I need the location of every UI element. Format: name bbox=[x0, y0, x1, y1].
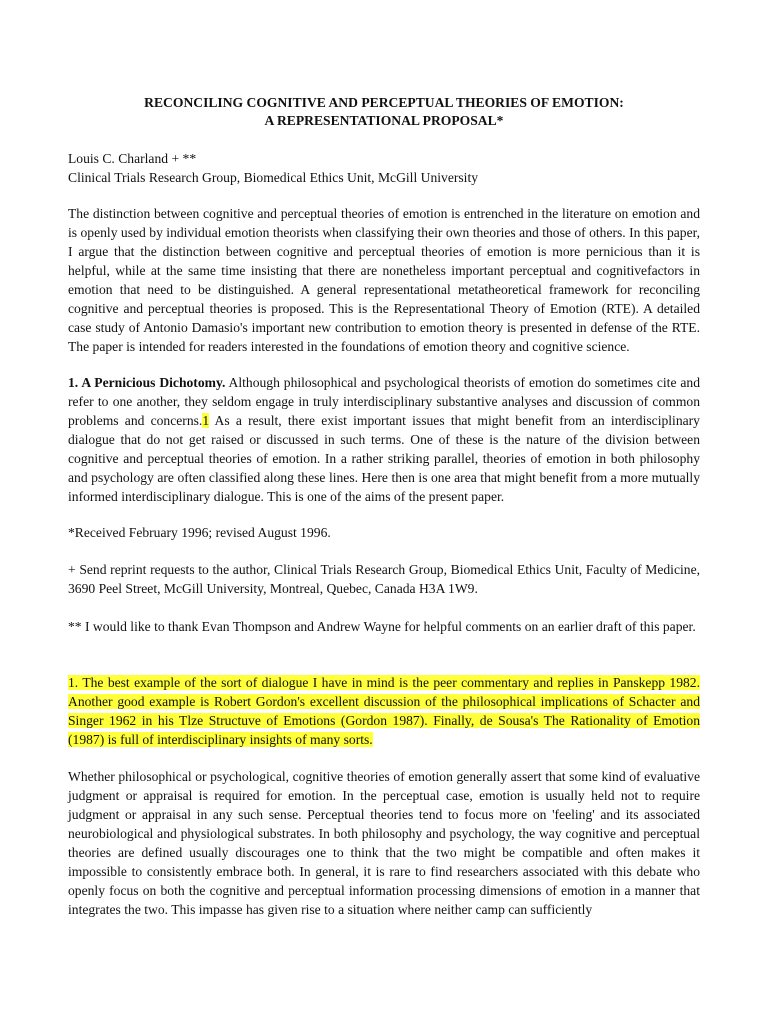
section-1-text-after-note: As a result, there exist important issues that might benefit from an interdisciplinary dialogue that do not get raised or discussed in such terms. One of these is the nature of the division between cognitive and perceptual theories of emotion. In a rather striking parallel, theories of emotion in both philosophy and psychology are often classified along these lines. Here then is one area that might benefit from a more mutually informed interdisciplinary dialogue. This is one of the aims of the present paper. bbox=[68, 413, 700, 504]
title-line-1: RECONCILING COGNITIVE AND PERCEPTUAL THEORIES OF EMOTION: bbox=[144, 95, 624, 110]
section-1-paragraph bbox=[68, 373, 700, 506]
abstract bbox=[68, 204, 700, 356]
reprint-text: + Send reprint requests to the author, Clinical Trials Research Group, Biomedical Ethics Unit, Faculty of Medicine, 3690 Peel Street, McGill University, Montreal, Quebec, Canada H3A 1W9. bbox=[68, 562, 700, 596]
received-note bbox=[68, 523, 700, 542]
abstract-text: The distinction between cognitive and perceptual theories of emotion is entrenched in the literature on emotion and is openly used by individual emotion theorists when classifying their own theories and those of others. In this paper, I argue that the distinction between cognitive and perceptual theories of emotion is more pernicious than it is helpful, while at the same time insisting that there are nonetheless important perceptual and cognitivefactors in emotion that need to be distinguished. A general representational metatheoretical framework for reconciling cognitive and perceptual theories is proposed. This is the Representational Theory of Emotion (RTE). A detailed case study of Antonio Damasio's important new contribution to emotion theory is presented in defense of the RTE. The paper is intended for readers interested in the foundations of emotion theory and cognitive science. bbox=[68, 206, 700, 354]
author-affiliation: Clinical Trials Research Group, Biomedical Ethics Unit, McGill University bbox=[68, 170, 479, 185]
paper-title bbox=[68, 94, 700, 130]
received-text: *Received February 1996; revised August 1996. bbox=[68, 525, 331, 540]
section-1-heading: 1. A Pernicious Dichotomy. bbox=[68, 375, 226, 390]
author-name: Louis C. Charland + ** bbox=[68, 151, 197, 166]
title-line-2: A REPRESENTATIONAL PROPOSAL* bbox=[264, 113, 504, 128]
acknowledgement-text: ** I would like to thank Evan Thompson and Andrew Wayne for helpful comments on an earlier draft of this paper. bbox=[68, 619, 696, 634]
reprint-note bbox=[68, 560, 700, 598]
section-1-text-before-note: Although philosophical and psychological theorists of emotion do sometimes cite and refer to one another, they seldom engage in truly interdisciplinary substantive analyses and discussion of common problems and concerns. bbox=[68, 375, 700, 428]
acknowledgement-note bbox=[68, 617, 700, 636]
footnote-1 bbox=[68, 673, 700, 749]
section-1 bbox=[68, 373, 700, 506]
body-paragraph-2-text: Whether philosophical or psychological, cognitive theories of emotion generally assert that some kind of evaluative judgment or appraisal is required for emotion. In the perceptual case, emotion is usually held not to require judgment or appraisal in any such sense. Perceptual theories tend to focus more on 'feeling' and its associated neurobiological and physiological substrates. In both philosophy and psychology, the way cognitive and perceptual theories are defined usually discourages one to think that the two might be compatible and often makes it impossible to consistently embrace both. In general, it is rare to find researchers associated with this debate who openly focus on both the cognitive and perceptual information processing dimensions of emotion in a manner that integrates the two. This impasse has given rise to a situation where neither camp can sufficiently bbox=[68, 769, 700, 917]
footnote-1-text: 1. The best example of the sort of dialogue I have in mind is the peer commentary and replies in Panskepp 1982. Another good example is Robert Gordon's excellent discussion of the philosophical implications of Schacter and Singer 1962 in his Tlze Structuve of Emotions (Gordon 1987). Finally, de Sousa's The Rationality of Emotion (1987) is full of interdisciplinary insights of many sorts. bbox=[68, 675, 700, 747]
body-paragraph-2 bbox=[68, 767, 700, 919]
footnote-marker-1: 1 bbox=[202, 413, 210, 428]
author-block bbox=[68, 149, 700, 187]
